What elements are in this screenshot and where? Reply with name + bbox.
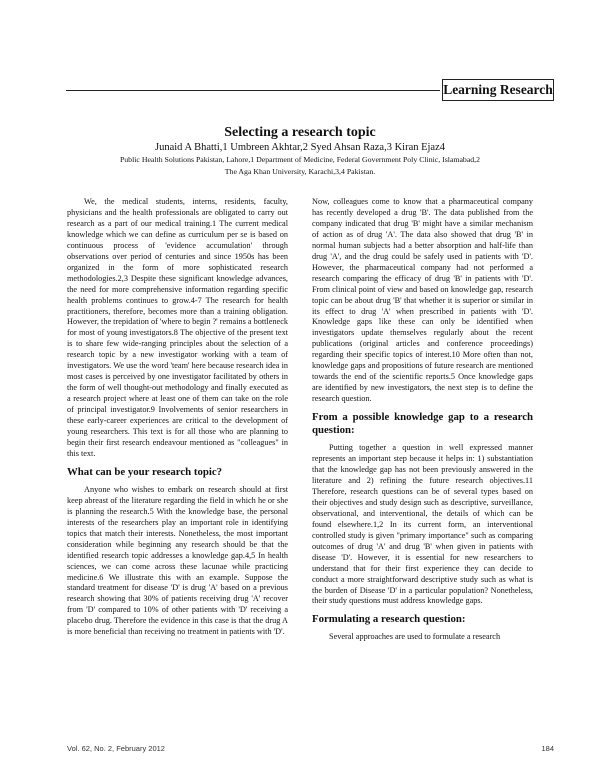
intro-paragraph: We, the medical students, interns, residents, faculty, physicians and the health professionals are obligated to carry out research as a part of our medical training.1 The current medical knowledge which we can define as curriculum per se is based on continuous process of 'evidence accumulation' through observations over period of centuries and since 1950s has been organized in the form of more sophisticated research methodologies.2,3 Despite these significant knowledge advances, the need for more comprehensive information regarding specific health problems continues to grow.4-7 The research for health practitioners, therefore, becomes more than a training obligation. However, the trepidation of 'where to begin ?' remains a bottleneck for most of young investigators.8 The objective of the present text is to share few wide-ranging principles about the selection of a research topic by a new investigator working with a team of investigators. We use the word 'team' here because research idea in most cases is perceived by one investigator facilitated by others in the form of well thought-out methodology and finally executed as a research project where at least one of them can take on the role of principal investigator.9 Involvements of senior researchers in these early-career experiences are critical to the development of young researchers. This text is for all those who are planning to begin their first research endeavour mentioned as "colleagues" in this text. bbox=[67, 197, 288, 458]
article-title: Selecting a research topic bbox=[224, 125, 376, 140]
body-paragraph: Several approaches are used to formulate a research bbox=[329, 632, 501, 642]
affiliations bbox=[80, 154, 520, 178]
body-paragraph: Putting together a question in well expressed manner represents an important step because it helps in: 1) substantiation that the knowledge gap has not been previously answered in the literature and 2) refining the future research objectives.11 Therefore, research questions can be of several types based on their objectives and study design such as descriptive, surveillance, observational, and interventional, the details of which can be found elsewhere.1,2 In its current form, an interventional controlled study is given "primary importance" such as comparing outcomes of drug 'A' and drug 'B' when given in patients with disease 'D'. However, it is essential for new researchers to understand that for their first experience they can decide to conduct a more straightforward descriptive study such as what is the burden of Disease 'D' in a particular population? Nonetheless, their study questions must address knowledge gaps. bbox=[312, 443, 533, 606]
body-paragraph: Anyone who wishes to embark on research should at first keep abreast of the literature regarding the field in which he or she is planning the research.5 With the knowledge base, the personal interests of the researchers play an important role in identifying topics that match their interests. Nonetheless, the most important consideration while beginning any research should be that the identified research topic addresses a knowledge gap.4,5 In health sciences, we can come across these lacunae while practicing medicine.6 We illustrate this with an example. Suppose the standard treatment for disease 'D' is drug 'A' based on a previous research showing that 30% of patients receiving drug 'A' recover from 'D' compared to 10% of other patients with 'D' receiving a placebo drug. Therefore the evidence in this case is that the drug A is more beneficial than receiving no treatment in patients with 'D'. bbox=[67, 484, 288, 637]
body-paragraph: Now, colleagues come to know that a pharmaceutical company has recently developed a drug 'B'. The data published from the company indicated that drug 'B' might have a similar mechanism of action as of drug 'A'. The data also showed that drug 'B' in normal human subjects had a better absorption and half-life than drug 'A', and the drug could be safely used in patients with 'D'. However, the pharmaceutical company had not performed a research comparing the efficacy of drug 'B' in patients with 'D'. From clinical point of view and based on knowledge gap, research topic can be about drug 'B' that whether it is superior or similar in its effect to drug 'A' when prescribed in patients with 'D'. Knowledge gaps like these can only be identified when investigators update themselves regularly about the recent publications (original articles and conference proceedings) regarding their specific topics of interest.10 More often than not, knowledge gaps and propositions of future research are mentioned towards the end of the scientific reports.5 Once knowledge gaps are identified by new investigators, the next step is to define the research question. bbox=[312, 197, 533, 404]
page-number: 184 bbox=[541, 744, 554, 753]
affiliation-line-2: The Aga Khan University, Karachi,3,4 Pakistan. bbox=[224, 167, 376, 176]
section-heading: From a possible knowledge gap to a research question: bbox=[312, 411, 533, 437]
section-label: Learning Research bbox=[442, 79, 554, 101]
section-heading: Formulating a research question: bbox=[312, 613, 466, 626]
author-list: Junaid A Bhatti,1 Umbreen Akhtar,2 Syed Ahsan Raza,3 Kiran Ejaz4 bbox=[154, 142, 446, 153]
left-column bbox=[67, 197, 288, 638]
right-column bbox=[312, 197, 533, 643]
section-heading: What can be your research topic? bbox=[67, 465, 223, 478]
affiliation-line-1: Public Health Solutions Pakistan, Lahore,1 Department of Medicine, Federal Government Poly Clinic, Islamabad,2 bbox=[119, 155, 481, 164]
header-rule bbox=[66, 90, 440, 91]
journal-citation: Vol. 62, No. 2, February 2012 bbox=[67, 744, 165, 753]
